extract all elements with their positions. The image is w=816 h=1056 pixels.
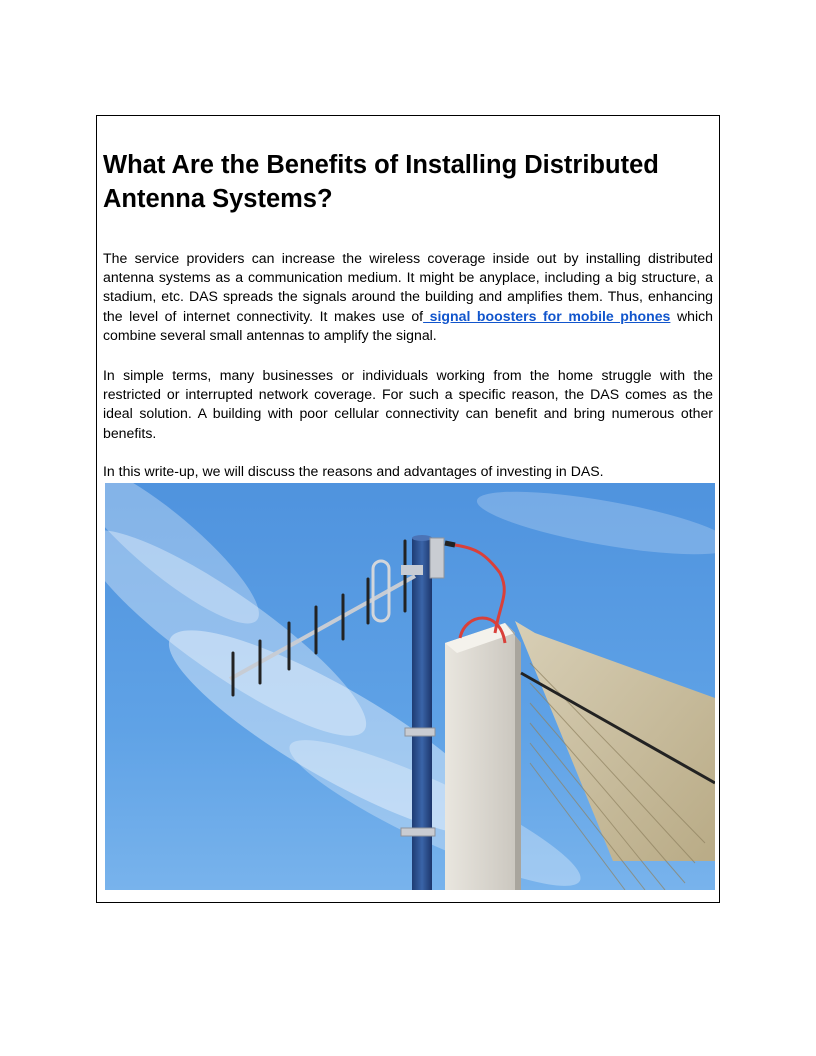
antenna-illustration bbox=[105, 483, 715, 890]
paragraph-problem: In simple terms, many businesses or individuals working from the home struggle with the restricted or interrupted network coverage. For such a specific reason, the DAS comes as the ideal solution. A building with poor cellular connectivity can benefit and bring numerous other benefits. bbox=[103, 367, 713, 441]
antenna-photo bbox=[105, 483, 715, 890]
intro-text: The service providers can increase the wireless coverage inside out by installing distributed antenna systems as a communication medium. It might be anyplace, including a big structure, a stadium, etc. DAS spreads the signals around the building and amplifies them. Thus, enhancing the level of internet connectivity. It makes use of bbox=[103, 250, 713, 324]
page-title: What Are the Benefits of Installing Distributed Antenna Systems? bbox=[103, 151, 659, 213]
intro-text-end: which combine several small antennas to amplify the signal. bbox=[103, 307, 713, 343]
signal-boosters-link[interactable]: signal boosters for mobile phones bbox=[423, 307, 671, 324]
mast-pole bbox=[412, 538, 432, 890]
paragraph-overview: In this write-up, we will discuss the reasons and advantages of investing in DAS. bbox=[103, 463, 604, 479]
paragraph-intro bbox=[103, 249, 713, 345]
